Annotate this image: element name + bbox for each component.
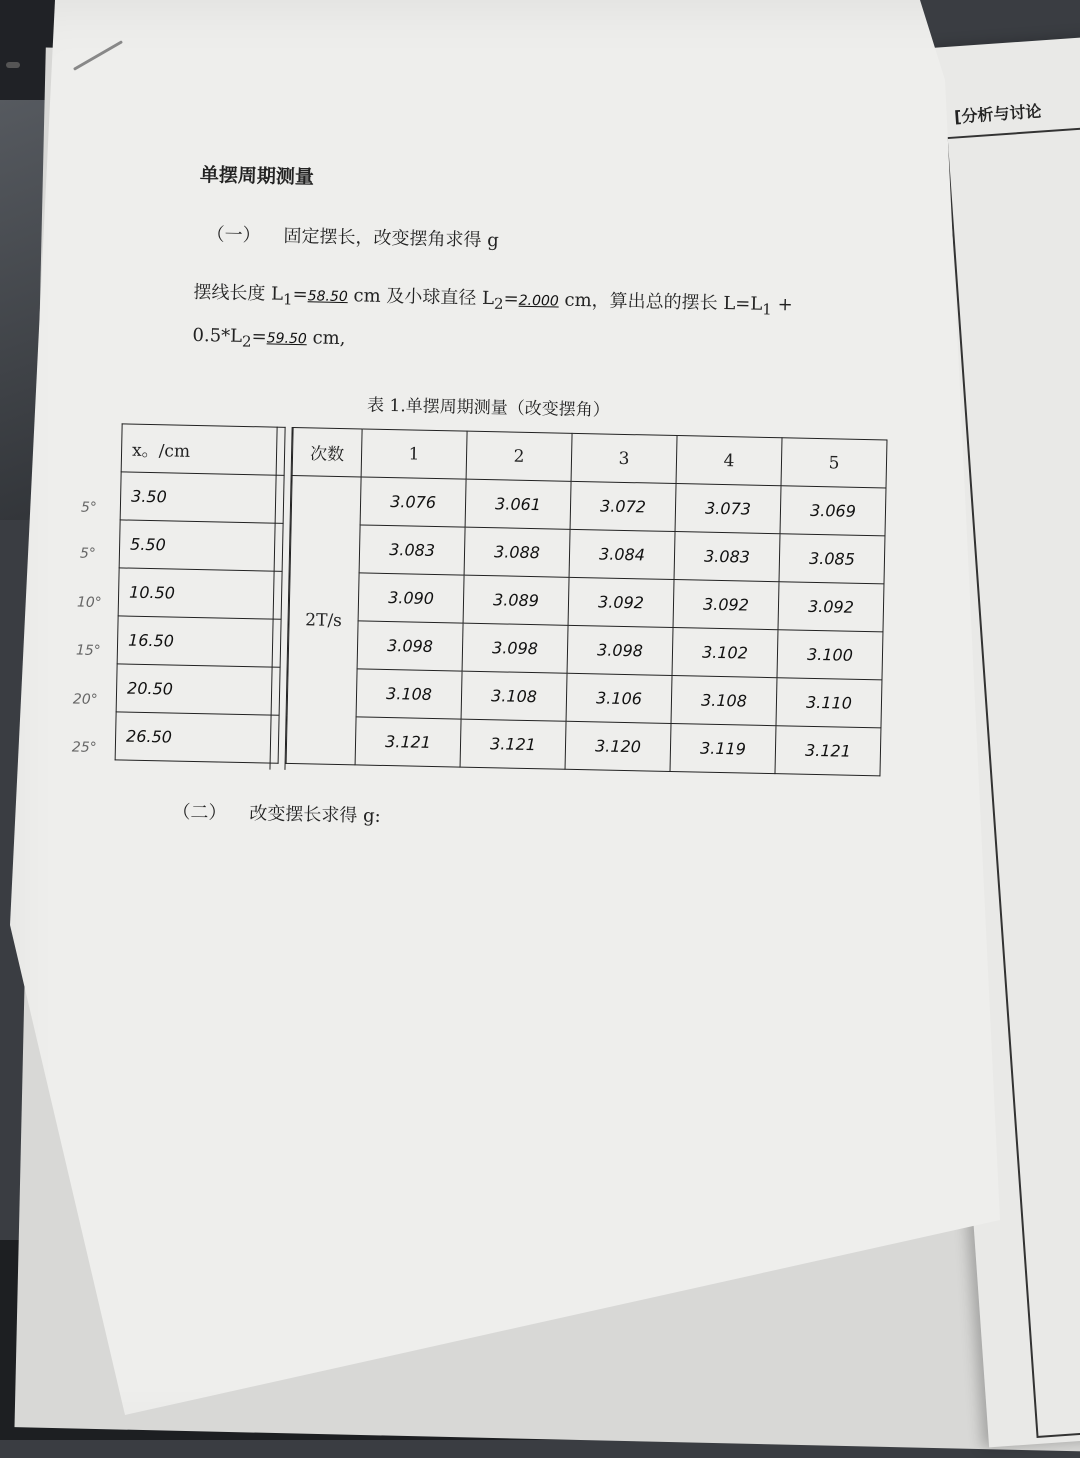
handwritten-L: 59.50: [266, 330, 307, 348]
section2-title: 改变摆长求得 g:: [249, 803, 381, 827]
x-value: 5.50: [119, 520, 283, 571]
angle-note: 15°: [75, 642, 101, 660]
table-cell: 3.119: [670, 723, 776, 773]
text-span: +: [771, 294, 793, 316]
text-span: cm,: [306, 327, 346, 350]
subscript: 2: [241, 332, 252, 351]
subscript: 1: [762, 300, 772, 319]
text-span: 摆线长度 L: [193, 281, 284, 305]
x-value: 10.50: [118, 568, 282, 619]
column-header: 1: [361, 429, 467, 479]
x-values-table: [115, 423, 286, 763]
text-span: 0.5*L: [192, 324, 243, 347]
text-span: cm 及小球直径 L: [347, 285, 495, 310]
subscript: 1: [282, 290, 293, 309]
x-value: 26.50: [115, 712, 279, 763]
table-cell: 3.100: [777, 630, 883, 680]
table-cell: 3.090: [358, 573, 464, 623]
table-caption: 表 1.单摆周期测量（改变摆角）: [366, 395, 610, 421]
table-cell: 3.088: [464, 527, 570, 577]
paragraph-line-1: [193, 278, 793, 319]
text-span: =: [251, 326, 267, 348]
table-cell: 3.098: [357, 621, 463, 671]
column-header: 4: [676, 436, 782, 486]
x-value: 16.50: [117, 616, 281, 667]
column-header: 3: [571, 433, 677, 483]
table-cell: 3.072: [570, 481, 676, 531]
page-heading: 单摆周期测量: [199, 164, 315, 189]
table-cell: 3.108: [461, 671, 567, 721]
angle-note: 20°: [72, 691, 98, 708]
section1-label: （一）: [206, 224, 261, 247]
table-cell: 3.098: [462, 623, 568, 673]
x-value: 3.50: [120, 472, 284, 523]
period-table: [286, 427, 888, 776]
table-cell: 3.121: [775, 726, 881, 776]
table-cell: 3.092: [673, 580, 779, 630]
table-cell: 3.073: [675, 484, 781, 534]
section2-heading: [172, 798, 381, 828]
table-cell: 3.098: [567, 625, 673, 675]
table-cell: 3.092: [778, 582, 884, 632]
handwritten-L1: 58.50: [307, 288, 348, 306]
angle-note: 25°: [71, 739, 97, 756]
count-header: 次数: [292, 428, 362, 477]
table-cell: 3.121: [460, 719, 566, 769]
x-header: x。/cm: [121, 424, 285, 475]
column-header: 2: [466, 431, 572, 481]
section2-label: （二）: [172, 801, 227, 824]
column-header: 5: [781, 438, 887, 488]
table-cell: 3.085: [779, 534, 885, 584]
text-span: cm，算出总的摆长 L=L: [558, 289, 763, 315]
table-cell: 3.102: [672, 628, 778, 678]
table-cell: 3.089: [463, 575, 569, 625]
table-cell: 3.108: [671, 675, 777, 725]
angle-note: 5°: [80, 499, 97, 516]
table-cell: 3.120: [565, 721, 671, 771]
table-cell: 3.092: [568, 577, 674, 627]
x-value: 20.50: [116, 664, 280, 715]
side-sheet-title: [分析与讨论: [953, 101, 1043, 127]
section1-heading: [206, 220, 499, 252]
section1-title: 固定摆长，改变摆角求得 g: [283, 225, 499, 252]
table-cell: 3.108: [356, 669, 462, 719]
table-cell: 3.083: [359, 525, 465, 575]
angle-note: 5°: [79, 545, 97, 562]
table-cell: 3.110: [776, 678, 882, 728]
angle-note: 10°: [76, 594, 102, 612]
table-cell: 3.121: [355, 717, 461, 767]
subscript: 2: [493, 294, 504, 313]
text-span: =: [292, 283, 308, 306]
handwritten-L2: 2.000: [518, 292, 559, 310]
table-cell: 3.061: [465, 479, 571, 529]
paragraph-line-2: [192, 325, 345, 353]
table-cell: 3.106: [566, 673, 672, 723]
table-cell: 3.076: [360, 477, 466, 527]
table-cell: 3.083: [674, 532, 780, 582]
table-cell: 3.084: [569, 529, 675, 579]
text-span: =: [503, 288, 519, 310]
row-label: 2T/s: [286, 475, 361, 764]
table-cell: 3.069: [780, 486, 886, 536]
